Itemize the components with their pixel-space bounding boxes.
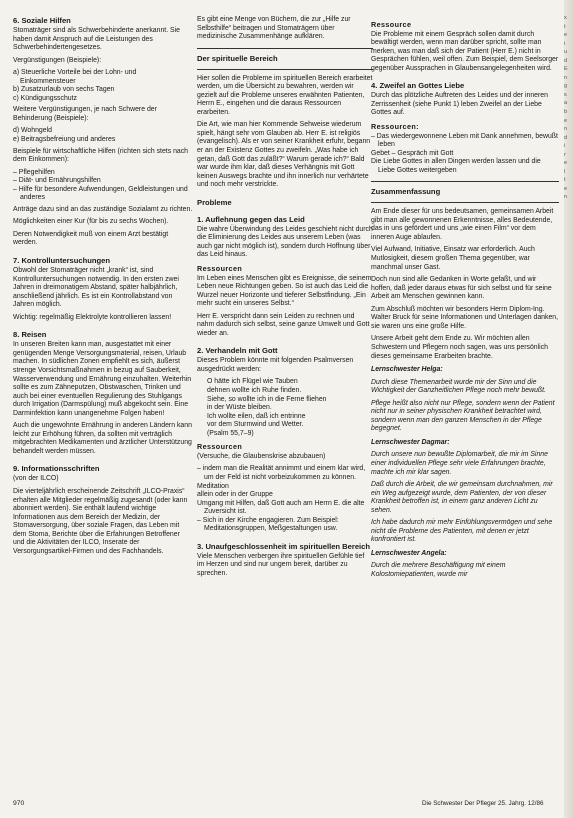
paragraph: Dieses Problem könnte mit folgenden Psalmversen ausgedrückt werden: — [197, 357, 354, 373]
psalm-line: Siehe, so wollte ich in die Ferne fliehen — [207, 395, 327, 403]
quote-paragraph: Pflege heißt also nicht nur Pflege, sondern wenn der Patient nicht nur in seiner physischen Krankheit betrachtet wird, sondern wenn man den ganzen Menschen in der Pflege begegnet. — [371, 399, 555, 433]
paragraph: Unsere Arbeit geht dem Ende zu. Wir möchten allen Schwestern und Pflegern noch sagen, was uns persönlich dieses gemeinsame Erarbeiten brachte. — [371, 335, 548, 360]
paragraph: (Versuche, die Glaubenskrise abzubauen) — [197, 452, 326, 460]
section-heading: Zusammenfassung — [371, 187, 441, 197]
section-heading: 2. Verhandeln mit Gott — [197, 346, 278, 356]
paragraph: Im Leben eines Menschen gibt es Ereignisse, die seinem Leben neue Richtungen geben. So ist auch das Leid die Wurzel neuer Horizonte und tieferer Selbstfindung. „Ein mehr sucht ein unseres Selbst.“ — [197, 274, 372, 308]
list-item: Umgang mit Hilfen, daß Gott auch am Herrn E. die alte Zuversicht ist. — [197, 499, 365, 516]
quote-paragraph: Ich habe dadurch mir mehr Einfühlungsvermögen und sehe nicht die Probleme des Patienten, mit denen er jetzt konfrontiert ist. — [371, 519, 553, 544]
column-middle — [197, 16, 373, 582]
page-number: 970 — [13, 800, 25, 807]
list-item: – Pflegehilfen — [13, 168, 55, 176]
list-item: allein oder in der Gruppe — [197, 491, 273, 499]
paragraph: Viel Aufwand, Initiative, Einsatz war erforderlich. Auch Mutlosigkeit, diesem großen Thema gegenüber, war manchmal unser Gast. — [371, 246, 535, 271]
footer-citation: Die Schwester Der Pfleger 25. Jahrg. 12/86 — [422, 800, 544, 807]
list-item: b) Zusatzurlaub von sechs Tagen — [13, 86, 115, 94]
section-heading: 7. Kontrolluntersuchungen — [13, 256, 111, 266]
paragraph: Die Art, wie man hier Kommende Sehweise wiederum spielt, hängt sehr vom Glauben ab. Herr E. ist religiös (evangelisch). Als er von seiner Krankheit erfuhr, begann er an der Existenz Gottes zu zweifeln. „Was habe ich getan, daß Gott das zuläßt?“ Warum gerade ich?“ Bald war wurde ihm klar, daß dieses Verhängnis mit Gott keinen Auswegs brachte und ihn innerlich nur verhärtete und noch mehr verstrickte. — [197, 121, 371, 189]
paragraph: Doch nun sind alle Gedanken in Worte gefaßt, und wir hoffen, daß jeder daraus etwas für sich selbst und für seine Arbeit am Menschen gewinnen kann. — [371, 276, 552, 301]
section-rule — [371, 181, 559, 182]
section-rule — [371, 202, 559, 203]
section-rule — [197, 69, 373, 70]
section-heading: Der spirituelle Bereich — [197, 53, 278, 63]
quote-paragraph: Durch unsere nun bewußte Diplomarbeit, die mir im Sinne einer individuellen Pflege sehr viele Erfahrungen brachte, machte ich mir klar sagen. — [371, 451, 548, 476]
paragraph: Die Probleme mit einem Gespräch sollen damit durch bewältigt werden, wenn man darüber spricht, sollte man merken, was man daß sich der Patient (Herr E.) nicht in Gesprächen fühlen, weil offen. Zum Beispiel, dem Seelsorger gegenüber Aussprachen in Glaubensangelegenheiten wird. — [371, 30, 559, 72]
paragraph: In unseren Breiten kann man, ausgestattet mit einer genügenden Menge Versorgungsmaterial, reisen, Urlaub machen. In südlichen Zonen empfiehlt es sich, äußerst strenge Vorsichtsmaßnahmen in bezug auf Sauberkeit, Wasserverwendung und Ernährung einzuhalten. Weiterhin sollte es zum Zähneputzen, Obstwaschen, Trinken und auch bei einer eventuellen Regulierung des Stuhlgangs durch Irrigation (Darmspülung) muß abgekocht sein. Eine Darminfektion kann unangenehme Folgen haben! — [13, 341, 192, 417]
paragraph: Die wahre Überwindung des Leides geschieht nicht durch die Eliminierung des Leides aus unserem Leben (was auch gar nicht möglich ist), sondern durch Hoffnung über das Leid hinaus. — [197, 225, 373, 259]
paragraph: Vergünstigungen (Beispiele): — [13, 56, 102, 64]
list-item: e) Beitragsbefreiung und anderes — [13, 136, 116, 144]
paragraph: Hier sollen die Probleme im spirituellen Bereich erarbeitet werden, um die Übersicht zu bewahren, werden wir gezielt auf die Probleme unseres erwähnten Patienten, Herrn E., eingehen und die daraus Ressourcen erarbeiten. — [197, 74, 373, 116]
list-item: d) Wohngeld — [13, 127, 52, 135]
quote-paragraph: Durch die mehrere Beschäftigung mit einem Kolostomiepatienten, wurde mir — [371, 562, 506, 578]
quote-paragraph: Daß durch die Arbeit, die wir gemeinsam durchnahmen, mir ein Weg aufgezeigt wurde, dem Patienten, der von dieser Krankheit betroffen ist, in einem ganz anderen Licht zu sehen. — [371, 481, 553, 514]
paragraph: Am Ende dieser für uns bedeutsamen, gemeinsamen Arbeit gibt man alle gewonnenen Erkenntnisse, alles Bedeutende, das in uns gefördert und uns „wie einen Film“ vor dem inneren Auge ablaufen. — [371, 208, 554, 241]
list-item: – indem man die Realität annimmt und einem klar wird, um der Feld ist nicht vorbeizukommen zu können. — [197, 465, 366, 481]
paragraph: Wichtig: regelmäßig Elektrolyte kontrollieren lassen! — [13, 313, 172, 321]
section-heading: 9. Informationsschriften — [13, 464, 100, 474]
bullet-list — [13, 169, 193, 203]
list-item: c) Kündigungsschutz — [13, 94, 77, 102]
paragraph: Beispiele für wirtschaftliche Hilfen (richten sich stets nach dem Einkommen): — [13, 147, 189, 164]
psalm-line: O hätte ich Flügel wie Tauben — [207, 378, 298, 386]
paragraph: Viele Menschen verbergen ihre spirituellen Gefühle tief im Herzen und sind nur ungern bereit, darüber zu sprechen. — [197, 552, 365, 577]
psalm-line: Ich wollte eilen, daß ich entrinne — [207, 412, 306, 420]
paragraph: Möglichkeiten einer Kur (für bis zu sechs Wochen). — [13, 218, 169, 226]
column-right — [371, 16, 559, 584]
paragraph: (von der ILCO) — [13, 475, 59, 483]
paragraph: Auch die ungewohnte Ernährung in anderen Ländern kann leicht zur Erhöhung führen, da sollten mit verträglich mitgebrachten Medikamenten und ärztlicher Unterstützung behandelt werden müssen. — [13, 422, 192, 455]
subsection-heading: Ressource — [371, 20, 412, 29]
paragraph: Obwohl der Stomaträger nicht „krank“ ist, sind Kontrolluntersuchungen notwendig. In den ersten zwei Jahren in dreimonatigem Abstand, später halbjährlich, anschließend jährlich. Es ist ein Kontrollabstand von Jahren möglich. — [13, 267, 179, 309]
column-left — [13, 16, 193, 560]
paragraph: Anträge dazu sind an das zuständige Sozialamt zu richten. — [13, 205, 193, 213]
list-item: a) Steuerliche Vorteile bei der Lohn- und Einkommensteuer — [13, 69, 137, 85]
section-heading: 6. Soziale Hilfen — [13, 16, 71, 25]
subsection-heading: Ressourcen — [197, 263, 243, 273]
bullet-list — [13, 127, 193, 144]
speaker-label: Lernschwester Dagmar: — [371, 438, 450, 446]
list-item: – Das wiedergewonnene Leben mit Dank annehmen, bewußt leben — [371, 132, 558, 149]
subsection-heading: Ressourcen — [197, 442, 243, 452]
section-rule — [197, 48, 373, 49]
paragraph: Die vierteljährlich erscheinende Zeitschrift „ILCO-Praxis“ erhalten alle Mitglieder regelmäßig zugesandt (oder kann abonniert werden). Sie enthält laufend wichtige Informationen aus dem Bereich der Medizin, der Stomaversorgung, über soziale Fragen, das Leben mit dem Stoma, Berichte über die Erfahrungen Betroffener und die Aktivitäten der ILCO, Inserate der Versorgungsartikel-Firmen und des Fachhandels. — [13, 487, 188, 555]
quote-paragraph: Durch diese Themenarbeit wurde mir der Sinn und die Wichtigkeit der Ganzheitlichen Pflege noch mehr bewußt. — [371, 378, 546, 395]
psalm-quote — [197, 378, 373, 438]
paragraph: Herr E. verspricht dann sein Leiden zu rechnen und nahm dadurch sich selbst, seine ganze Umwelt und Gott wieder an. — [197, 312, 370, 337]
adjacent-page-letters: x t e i u d E n g s a b e n d i r e l t e n — [564, 15, 568, 201]
section-heading: Probleme — [197, 197, 232, 207]
list-item: Gebet – Gespräch mit Gott — [371, 149, 454, 157]
speaker-label: Lernschwester Helga: — [371, 366, 443, 374]
paragraph: Zum Abschluß möchten wir besonders Herrn Diplom-Ing. Walter Bruck für seine Informationen und Unterlagen danken, sie waren uns eine große Hilfe. — [371, 305, 559, 330]
list-item: Meditation — [197, 482, 229, 490]
subsection-heading: Ressourcen: — [371, 121, 419, 131]
section-heading: 8. Reisen — [13, 330, 47, 340]
list-item: – Hilfe für besondere Aufwendungen, Geldleistungen und anderes — [13, 185, 188, 202]
paragraph: Durch das plötzliche Auftreten des Leides und der inneren Zerrissenheit (siehe Punkt 1) leben Zweifel an der Liebe Gottes auf. — [371, 92, 548, 117]
section-heading: 3. Unaufgeschlossenheit im spirituellen Bereich — [197, 541, 371, 551]
list-item: – Diät- und Ernährungshilfen — [13, 177, 101, 185]
psalm-line: vor dem Sturmwind und Wetter. — [207, 421, 304, 429]
paragraph: Deren Notwendigkeit muß von einem Arzt bestätigt werden. — [13, 230, 169, 247]
list-item: – Sich in der Kirche engagieren. Zum Beispiel: Meditationsgruppen, Meßgestaltungen usw. — [197, 516, 339, 533]
psalm-line: dehnen wollte ich Ruhe finden. — [207, 387, 302, 394]
psalm-line: (Psalm 55,7–9) — [207, 429, 254, 437]
list-item: Die Liebe Gottes in allen Dingen werden lassen und die Liebe Gottes weitergeben — [371, 158, 541, 174]
psalm-line: in der Wüste bleiben. — [207, 404, 272, 412]
bullet-list — [197, 465, 373, 533]
section-heading: 4. Zweifel an Gottes Liebe — [371, 81, 465, 91]
paragraph: Weitere Vergünstigungen, je nach Schwere der Behinderung (Beispiele): — [13, 106, 157, 122]
bullet-list — [13, 69, 193, 103]
paragraph: Es gibt eine Menge von Büchern, die zur „Hilfe zur Selbsthilfe“ beitragen und Stomaträgern über medizinische Zusammenhänge aufklären. — [197, 16, 351, 41]
paragraph: Stomaträger sind als Schwerbehinderte anerkannt. Sie haben damit Anspruch auf die Leistungen des Schwerbehindertengesetzes. — [13, 27, 181, 52]
section-heading: 1. Auflehnung gegen das Leid — [197, 214, 305, 224]
speaker-label: Lernschwester Angela: — [371, 549, 447, 557]
bullet-list — [371, 133, 559, 176]
